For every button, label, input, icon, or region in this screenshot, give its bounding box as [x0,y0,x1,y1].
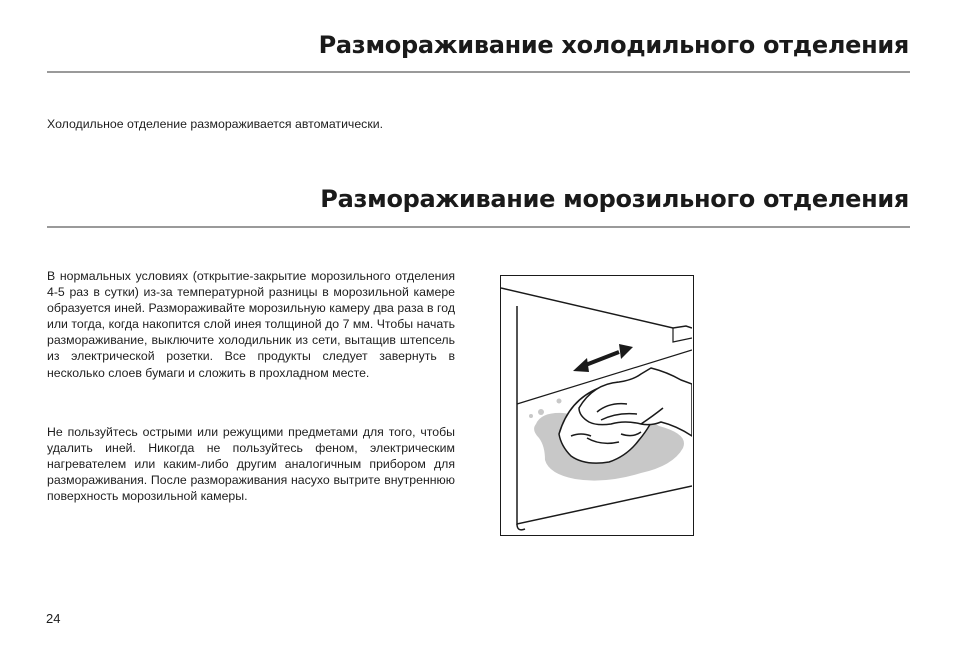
title-underline [47,226,910,228]
double-arrow-icon [573,344,633,372]
fridge-defrost-text: Холодильное отделение размораживается автоматически. [47,117,383,131]
freezer-defrost-paragraph-1: В нормальных условиях (открытие-закрытие морозильного отделения 4-5 раз в сутки) из-за температурной разницы в морозильной камере образуется иней. Размораживайте морозильную камеру два раза в год или тогда, когда накопится слой инея толщиной до 7 мм. Чтобы начать размораживание, выключите холодильник из сети, вытащив штепсель из электрической розетки. Все продукты следует завернуть в несколько слоев бумаги и сложить в прохладном месте. [47,269,455,380]
freezer-interior-drawing [501,276,692,534]
page-number: 24 [46,611,61,626]
section-title-freezer-defrost: Размораживание морозильного отделения [320,185,909,213]
defrost-illustration [500,275,694,536]
section-title-fridge-defrost: Размораживание холодильного отделения [318,31,909,59]
freezer-defrost-paragraph-2: Не пользуйтесь острыми или режущими предметами для того, чтобы удалить иней. Никогда не пользуйтесь феном, электрическим нагревателем или каким-либо другим аналогичным прибором для размораживания. После размораживания насухо вытрите внутреннюю поверхность морозильной камеры. [47,425,455,504]
title-underline [47,71,910,73]
